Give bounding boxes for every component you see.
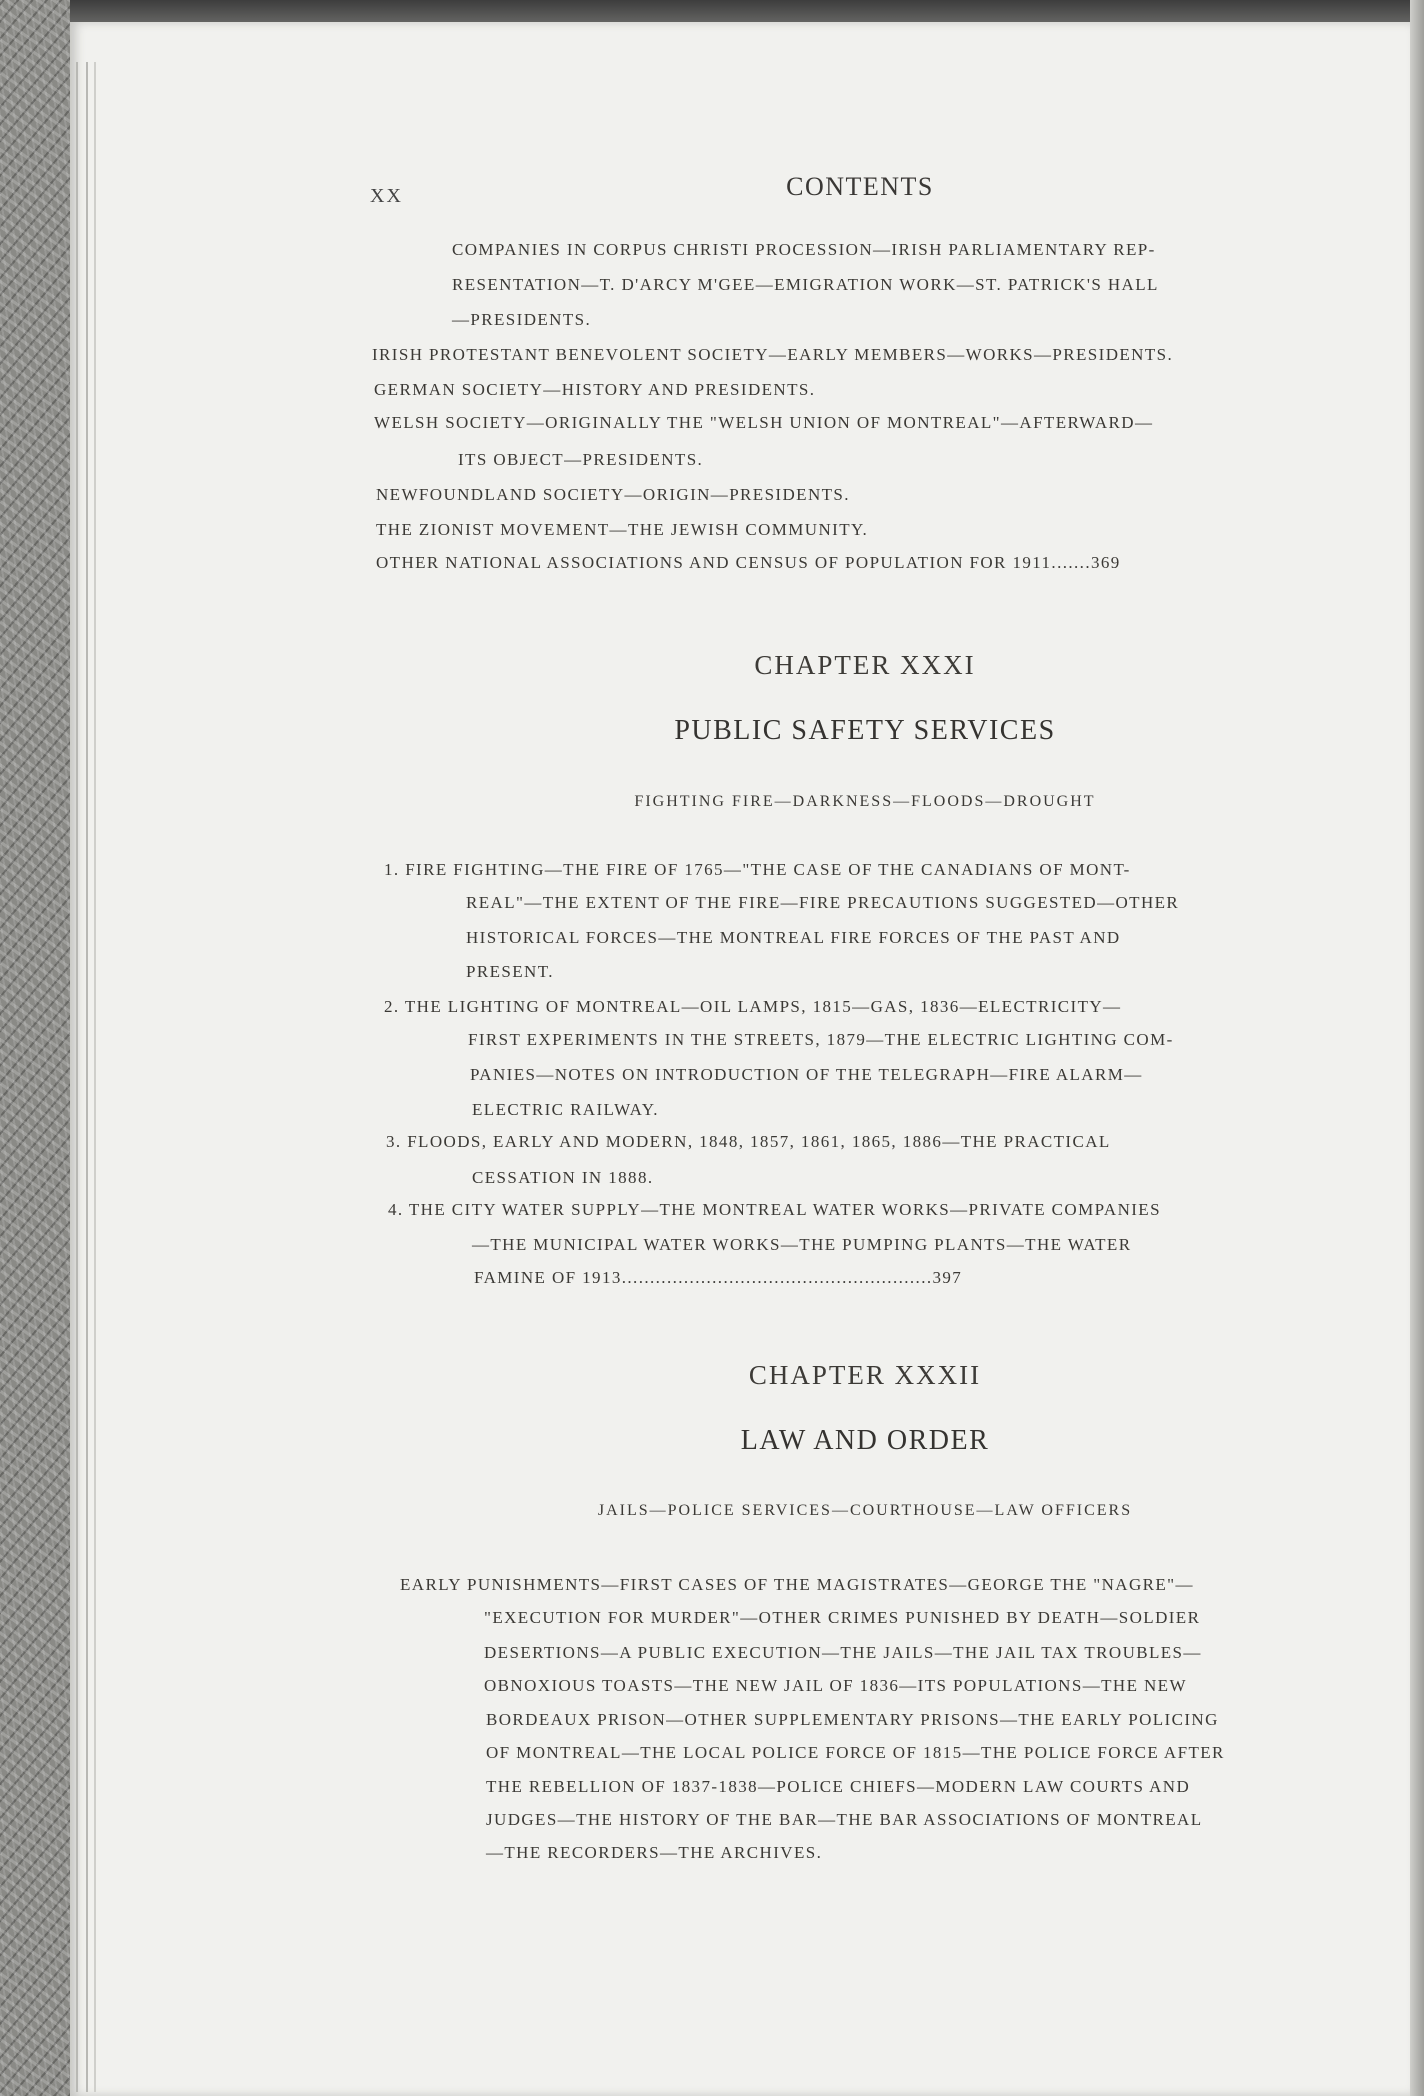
toc-line: ELECTRIC RAILWAY. bbox=[472, 1100, 659, 1119]
toc-line: JUDGES—THE HISTORY OF THE BAR—THE BAR ASSOCIATIONS OF MONTREAL bbox=[486, 1810, 1203, 1829]
toc-line: RESENTATION—T. D'ARCY M'GEE—EMIGRATION WORK—ST. PATRICK'S HALL bbox=[452, 275, 1159, 294]
toc-line: GERMAN SOCIETY—HISTORY AND PRESIDENTS. bbox=[374, 380, 816, 399]
toc-line: NEWFOUNDLAND SOCIETY—ORIGIN—PRESIDENTS. bbox=[376, 485, 850, 504]
toc-line: THE ZIONIST MOVEMENT—THE JEWISH COMMUNITY. bbox=[376, 520, 869, 539]
toc-line: —THE MUNICIPAL WATER WORKS—THE PUMPING PLANTS—THE WATER bbox=[472, 1235, 1132, 1254]
toc-line: WELSH SOCIETY—ORIGINALLY THE "WELSH UNION OF MONTREAL"—AFTERWARD— bbox=[374, 413, 1154, 432]
toc-line: —PRESIDENTS. bbox=[452, 310, 592, 329]
chapter-subtitle: FIGHTING FIRE—DARKNESS—FLOODS—DROUGHT bbox=[634, 793, 1096, 810]
toc-line: EARLY PUNISHMENTS—FIRST CASES OF THE MAGISTRATES—GEORGE THE "NAGRE"— bbox=[400, 1575, 1194, 1594]
running-head: CONTENTS bbox=[786, 172, 934, 201]
toc-line: FIRST EXPERIMENTS IN THE STREETS, 1879—THE ELECTRIC LIGHTING COM- bbox=[468, 1030, 1174, 1049]
toc-line: CESSATION IN 1888. bbox=[472, 1168, 654, 1187]
chapter-heading: CHAPTER XXXI bbox=[754, 650, 976, 680]
toc-line: DESERTIONS—A PUBLIC EXECUTION—THE JAILS—THE JAIL TAX TROUBLES— bbox=[484, 1643, 1202, 1662]
toc-line: "EXECUTION FOR MURDER"—OTHER CRIMES PUNISHED BY DEATH—SOLDIER bbox=[484, 1608, 1201, 1627]
toc-line: PANIES—NOTES ON INTRODUCTION OF THE TELEGRAPH—FIRE ALARM— bbox=[470, 1065, 1143, 1084]
toc-line: ITS OBJECT—PRESIDENTS. bbox=[458, 450, 704, 469]
toc-line: THE REBELLION OF 1837-1838—POLICE CHIEFS—MODERN LAW COURTS AND bbox=[486, 1777, 1191, 1796]
toc-line: 4. THE CITY WATER SUPPLY—THE MONTREAL WATER WORKS—PRIVATE COMPANIES bbox=[388, 1200, 1161, 1219]
toc-line: 3. FLOODS, EARLY AND MODERN, 1848, 1857, 1861, 1865, 1886—THE PRACTICAL bbox=[386, 1132, 1111, 1151]
toc-line: —THE RECORDERS—THE ARCHIVES. bbox=[486, 1843, 823, 1862]
page-number: XX bbox=[370, 185, 403, 207]
toc-line: HISTORICAL FORCES—THE MONTREAL FIRE FORCES OF THE PAST AND bbox=[466, 928, 1121, 947]
chapter-heading: CHAPTER XXXII bbox=[748, 1360, 982, 1390]
toc-line: IRISH PROTESTANT BENEVOLENT SOCIETY—EARLY MEMBERS—WORKS—PRESIDENTS. bbox=[372, 345, 1174, 364]
toc-line: REAL"—THE EXTENT OF THE FIRE—FIRE PRECAUTIONS SUGGESTED—OTHER bbox=[466, 893, 1180, 912]
toc-line-with-page: OTHER NATIONAL ASSOCIATIONS AND CENSUS OF POPULATION FOR 1911.......369 bbox=[376, 553, 1121, 572]
toc-line: OF MONTREAL—THE LOCAL POLICE FORCE OF 1815—THE POLICE FORCE AFTER bbox=[486, 1743, 1225, 1762]
chapter-title: LAW AND ORDER bbox=[740, 1425, 990, 1456]
chapter-title: PUBLIC SAFETY SERVICES bbox=[674, 715, 1056, 746]
toc-line: 1. FIRE FIGHTING—THE FIRE OF 1765—"THE CASE OF THE CANADIANS OF MONT- bbox=[384, 860, 1131, 879]
toc-line: COMPANIES IN CORPUS CHRISTI PROCESSION—IRISH PARLIAMENTARY REP- bbox=[452, 240, 1156, 259]
toc-line: OBNOXIOUS TOASTS—THE NEW JAIL OF 1836—ITS POPULATIONS—THE NEW bbox=[484, 1676, 1187, 1695]
toc-line: 2. THE LIGHTING OF MONTREAL—OIL LAMPS, 1815—GAS, 1836—ELECTRICITY— bbox=[384, 997, 1122, 1016]
toc-line: BORDEAUX PRISON—OTHER SUPPLEMENTARY PRISONS—THE EARLY POLICING bbox=[486, 1710, 1219, 1729]
chapter-subtitle: JAILS—POLICE SERVICES—COURTHOUSE—LAW OFFICERS bbox=[597, 1502, 1133, 1519]
toc-line-with-page: FAMINE OF 1913.......................................................397 bbox=[474, 1268, 963, 1287]
toc-line: PRESENT. bbox=[466, 962, 554, 981]
